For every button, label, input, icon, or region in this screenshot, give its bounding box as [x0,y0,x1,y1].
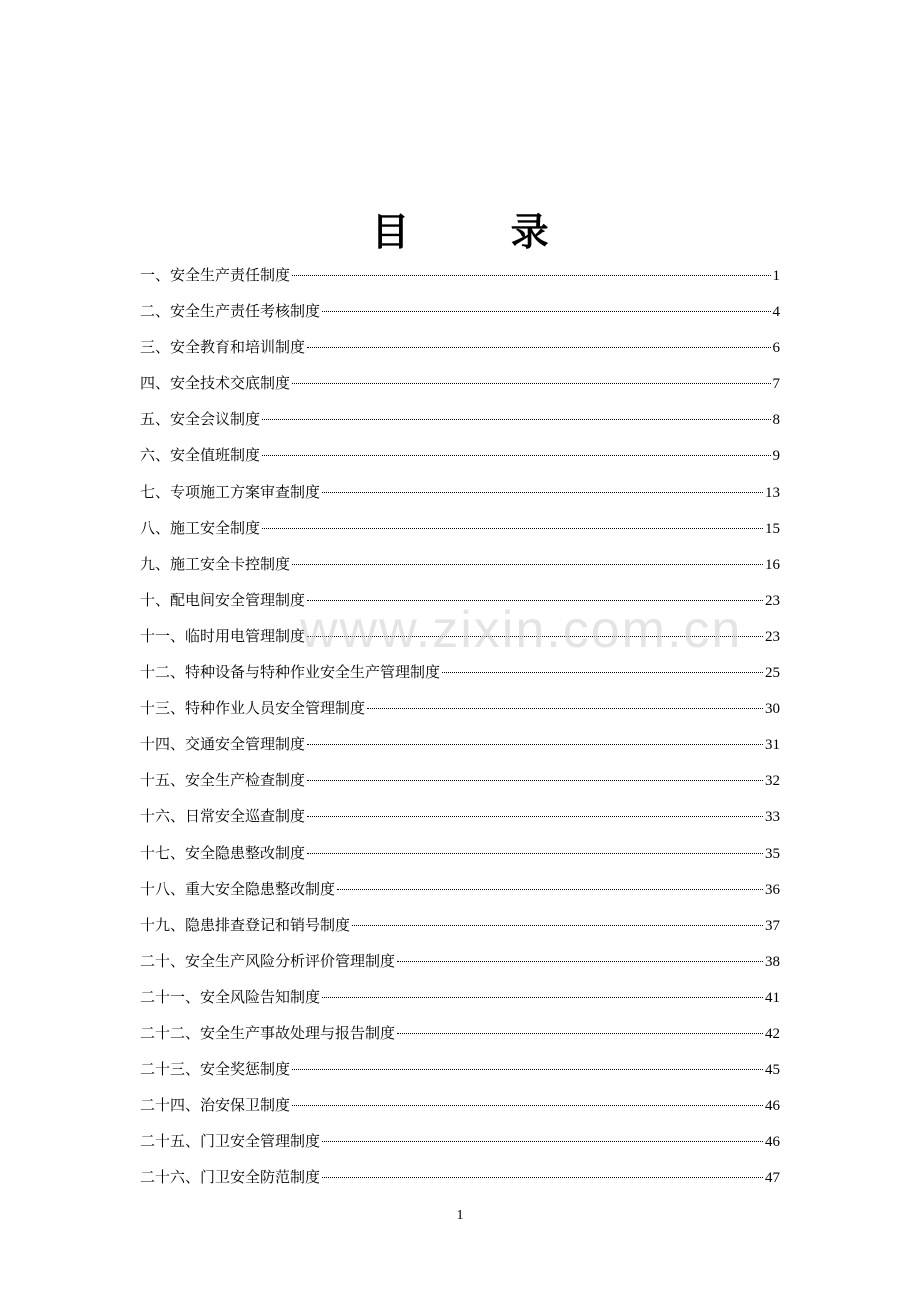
toc-entry[interactable] [140,262,780,298]
toc-entry[interactable] [140,731,780,767]
toc-entry-number: 十八、 [140,879,186,898]
toc-dot-leader [292,383,770,384]
toc-entry[interactable] [140,1092,780,1128]
toc-entry-title: 安全教育和培训制度 [170,338,306,357]
toc-entry-page: 15 [765,520,780,537]
toc-entry-number: 二十六、 [140,1168,201,1187]
toc-entry-page: 46 [765,1098,780,1115]
page-number: 1 [456,1208,464,1223]
toc-dot-leader [262,455,770,456]
toc-entry-number: 二十、 [140,951,186,970]
toc-dot-leader [307,816,763,817]
toc-entry-title: 安全值班制度 [170,446,261,465]
toc-entry-number: 三、 [140,338,171,357]
toc-entry[interactable] [140,840,780,876]
toc-entry-number: 十、 [140,590,171,609]
toc-entry-number: 九、 [140,554,171,573]
toc-dot-leader [442,672,763,673]
toc-entry[interactable] [140,370,780,406]
toc-entry-page: 1 [772,268,780,284]
toc-dot-leader [397,961,763,962]
toc-entry-page: 38 [765,953,780,970]
toc-dot-leader [367,708,763,709]
toc-dot-leader [307,600,763,601]
toc-dot-leader [292,275,770,276]
toc-entry[interactable] [140,334,780,370]
toc-entry-number: 十一、 [140,626,186,645]
toc-entry-page: 16 [765,556,780,573]
toc-entry-number: 二十五、 [140,1132,201,1151]
toc-entry-page: 23 [765,592,780,609]
watermark: www.zixin.com.cn [300,601,743,659]
toc-entry[interactable] [140,515,780,551]
toc-dot-leader [262,528,763,529]
toc-entry-page: 9 [772,448,780,465]
toc-entry[interactable] [140,442,780,478]
toc-entry-page: 46 [765,1134,780,1151]
toc-entry-page: 13 [765,484,780,501]
toc-dot-leader [322,492,763,493]
toc-entry-page: 37 [765,917,780,934]
toc-dot-leader [322,311,770,312]
toc-entry[interactable] [140,767,780,803]
toc-dot-leader [292,564,763,565]
toc-entry-number: 四、 [140,374,171,393]
toc-entry-number: 二十一、 [140,987,201,1006]
toc-entry[interactable] [140,695,780,731]
toc-dot-leader [307,347,770,348]
toc-entry-title: 特种设备与特种作业安全生产管理制度 [185,663,441,682]
toc-dot-leader [307,744,763,745]
toc-dot-leader [322,1141,763,1142]
toc-dot-leader [397,1033,763,1034]
toc-entry[interactable] [140,1020,780,1056]
toc-dot-leader [352,925,763,926]
toc-entry-number: 十五、 [140,771,186,790]
toc-entry[interactable] [140,659,780,695]
toc-entry-page: 7 [772,376,780,393]
toc-entry[interactable] [140,298,780,334]
toc-entry-page: 31 [765,737,780,754]
toc-entry-title: 门卫安全防范制度 [200,1168,321,1187]
toc-entry-title: 特种作业人员安全管理制度 [185,699,366,718]
toc-entry-title: 施工安全卡控制度 [170,554,291,573]
toc-dot-leader [262,419,770,420]
toc-entry[interactable] [140,948,780,984]
toc-entry-title: 治安保卫制度 [200,1096,291,1115]
toc-entry[interactable] [140,984,780,1020]
toc-entry-page: 35 [765,845,780,862]
toc-entry[interactable] [140,803,780,839]
toc-dot-leader [337,889,763,890]
toc-entry[interactable] [140,587,780,623]
toc-dot-leader [307,780,763,781]
table-of-contents [140,262,780,1200]
toc-entry-title: 安全生产检查制度 [185,771,306,790]
toc-entry-title: 专项施工方案审查制度 [170,482,321,501]
toc-entry-page: 33 [765,809,780,826]
toc-entry-title: 施工安全制度 [170,518,261,537]
toc-entry[interactable] [140,1164,780,1200]
toc-entry-title: 安全会议制度 [170,410,261,429]
toc-entry-number: 十九、 [140,915,186,934]
toc-entry-number: 八、 [140,518,171,537]
toc-entry-number: 十二、 [140,663,186,682]
toc-dot-leader [292,1105,763,1106]
toc-entry-page: 42 [765,1025,780,1042]
toc-entry[interactable] [140,479,780,515]
toc-entry-number: 十三、 [140,699,186,718]
toc-entry-title: 重大安全隐患整改制度 [185,879,336,898]
toc-dot-leader [307,636,763,637]
toc-entry[interactable] [140,551,780,587]
toc-entry-title: 安全生产责任考核制度 [170,302,321,321]
toc-entry-page: 36 [765,881,780,898]
toc-entry-number: 十四、 [140,735,186,754]
toc-entry-number: 一、 [140,266,171,284]
toc-entry-title: 安全隐患整改制度 [185,843,306,862]
toc-entry[interactable] [140,912,780,948]
toc-entry-page: 32 [765,773,780,790]
toc-entry-title: 隐患排查登记和销号制度 [185,915,351,934]
toc-entry-title: 安全技术交底制度 [170,374,291,393]
toc-entry-title: 门卫安全管理制度 [200,1132,321,1151]
toc-entry[interactable] [140,406,780,442]
toc-entry-page: 30 [765,701,780,718]
toc-entry-number: 二十四、 [140,1096,201,1115]
toc-entry[interactable] [140,1056,780,1092]
toc-entry-page: 6 [772,340,780,357]
toc-entry-title: 交通安全管理制度 [185,735,306,754]
toc-entry[interactable] [140,876,780,912]
toc-entry-page: 23 [765,628,780,645]
toc-dot-leader [292,1069,763,1070]
toc-dot-leader [322,1177,763,1178]
toc-entry-page: 41 [765,989,780,1006]
toc-entry-title: 安全生产责任制度 [170,266,291,284]
toc-entry-number: 七、 [140,482,171,501]
toc-entry-page: 45 [765,1062,780,1079]
page-title: 目 录 [371,209,593,254]
toc-entry[interactable] [140,1128,780,1164]
toc-entry-page: 47 [765,1170,780,1187]
toc-entry-number: 二十三、 [140,1060,201,1079]
toc-entry-title: 安全生产风险分析评价管理制度 [185,951,396,970]
toc-entry-page: 8 [772,412,780,429]
toc-entry-title: 安全风险告知制度 [200,987,321,1006]
toc-entry-title: 临时用电管理制度 [185,626,306,645]
toc-entry-title: 日常安全巡查制度 [185,807,306,826]
toc-entry[interactable] [140,623,780,659]
toc-entry-title: 安全奖惩制度 [200,1060,291,1079]
toc-entry-title: 配电间安全管理制度 [170,590,306,609]
toc-entry-page: 25 [765,665,780,682]
toc-entry-number: 五、 [140,410,171,429]
toc-entry-title: 安全生产事故处理与报告制度 [200,1023,396,1042]
toc-entry-number: 二十二、 [140,1023,201,1042]
toc-dot-leader [322,997,763,998]
toc-entry-page: 4 [772,304,780,321]
toc-entry-number: 十六、 [140,807,186,826]
toc-entry-number: 二、 [140,302,171,321]
toc-entry-number: 六、 [140,446,171,465]
toc-dot-leader [307,853,763,854]
toc-entry-number: 十七、 [140,843,186,862]
